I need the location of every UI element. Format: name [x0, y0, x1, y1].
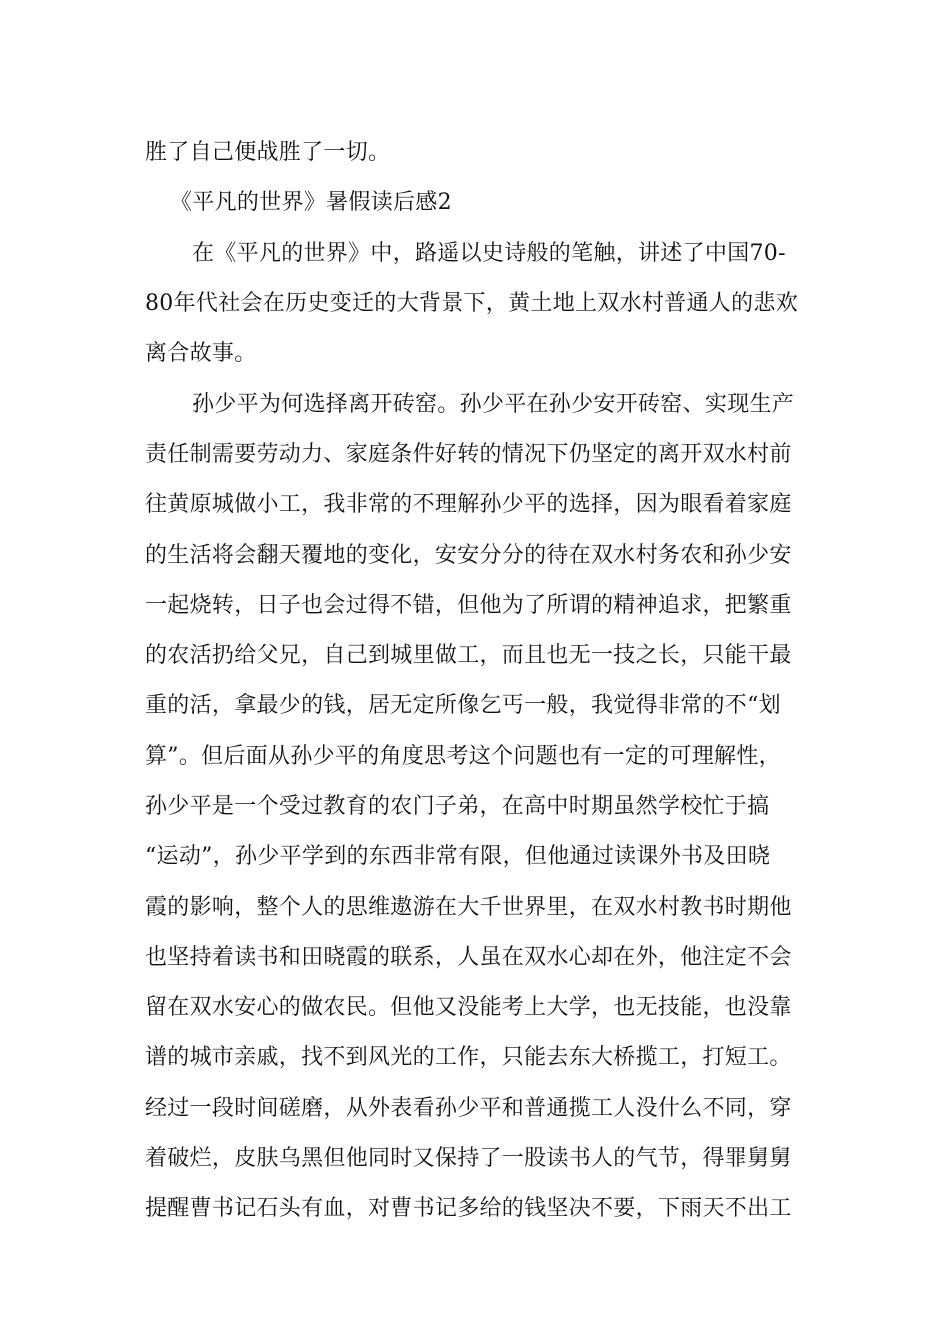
section-heading: 《平凡的世界》暑假读后感2	[170, 190, 452, 215]
text-line: 也坚持着读书和田晓霞的联系，人虽在双水心却在外，他注定不会	[145, 945, 792, 970]
text-line: 一起烧转，日子也会过得不错，但他为了所谓的精神追求，把繁重	[145, 593, 792, 618]
text-line: 胜了自己便战胜了一切。	[145, 140, 391, 165]
text-line: 的生活将会翻天覆地的变化，安安分分的待在双水村务农和孙少安	[145, 543, 792, 568]
text-line: 孙少平是一个受过教育的农门子弟，在高中时期虽然学校忙于搞	[145, 794, 770, 819]
text-line: 谱的城市亲戚，找不到风光的工作，只能去东大桥揽工，打短工。	[145, 1045, 792, 1070]
text-line: 往黄原城做小工，我非常的不理解孙少平的选择，因为眼看着家庭	[145, 492, 792, 517]
text-line: 提醒曹书记石头有血，对曹书记多给的钱坚决不要，下雨天不出工	[145, 1196, 792, 1221]
text-line: 霞的影响，整个人的思维遨游在大千世界里，在双水村教书时期他	[145, 895, 792, 920]
text-line: 经过一段时间磋磨，从外表看孙少平和普通揽工人没什么不同，穿	[145, 1096, 792, 1121]
text-line: “运动”，孙少平学到的东西非常有限，但他通过读课外书及田晓	[145, 844, 771, 869]
text-line: 的农活扔给父兄，自己到城里做工，而且也无一技之长，只能干最	[145, 643, 792, 668]
text-line: 着破烂，皮肤乌黑但他同时又保持了一股读书人的气节，得罪舅舅	[145, 1146, 792, 1171]
text-line: 80年代社会在历史变迁的大背景下，黄土地上双水村普通人的悲欢	[145, 291, 798, 316]
text-line: 算”。但后面从孙少平的角度思考这个问题也有一定的可理解性，	[145, 744, 781, 769]
text-line: 孙少平为何选择离开砖窑。孙少平在孙少安开砖窑、实现生产	[192, 392, 795, 417]
text-line: 重的活，拿最少的钱，居无定所像乞丐一般，我觉得非常的不“划	[145, 693, 781, 718]
text-line: 离合故事。	[145, 341, 257, 366]
text-line: 留在双水安心的做农民。但他又没能考上大学，也无技能，也没靠	[145, 995, 792, 1020]
text-line: 责任制需要劳动力、家庭条件好转的情况下仍坚定的离开双水村前	[145, 442, 792, 467]
text-line: 在《平凡的世界》中，路遥以史诗般的笔触，讲述了中国70-	[192, 241, 786, 266]
